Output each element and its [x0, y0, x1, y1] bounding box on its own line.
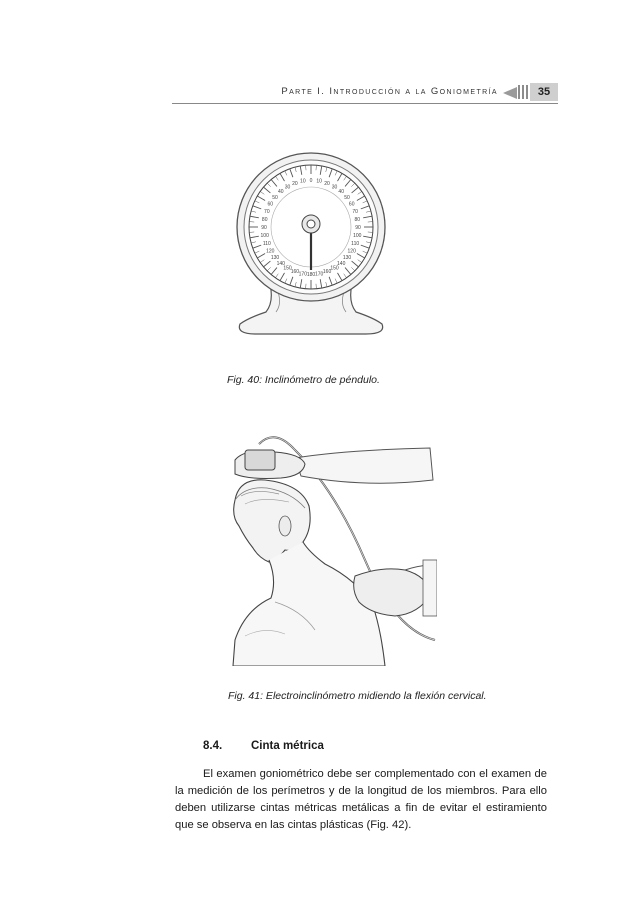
dial-tick-label: 160 [290, 269, 300, 276]
page-number: 35 [530, 83, 558, 101]
figure-41-caption: Fig. 41: Electroinclinómetro midiendo la flexión cervical. [228, 690, 487, 702]
dial-tick-label: 110 [351, 241, 360, 248]
pendulum-inclinometer-illustration [226, 152, 396, 337]
dial-tick-label: 0 [309, 178, 313, 184]
dial-tick-label: 60 [348, 201, 355, 208]
dial-tick-label: 160 [322, 269, 332, 276]
dial-tick-label: 50 [272, 194, 278, 201]
running-header [0, 82, 638, 104]
dial-tick-label: 80 [354, 216, 361, 223]
dial-tick-label: 120 [266, 248, 275, 255]
dial-tick-label: 150 [330, 265, 339, 272]
dial-tick-label: 20 [324, 180, 330, 187]
dial-tick-label: 30 [284, 184, 291, 191]
dial-tick-label: 40 [278, 188, 284, 195]
header-bars-ornament [518, 85, 530, 99]
dial-tick-label: 30 [331, 184, 338, 191]
dial-tick-label: 90 [261, 225, 267, 231]
dial-tick-label: 130 [270, 255, 280, 262]
dial-tick-label: 50 [344, 194, 350, 201]
dial-tick-label: 10 [316, 178, 322, 185]
dial-tick-label: 170 [298, 271, 308, 278]
dial-tick-label: 40 [338, 188, 344, 195]
dial-tick-label: 170 [314, 271, 324, 278]
dial-tick-label: 150 [283, 265, 292, 272]
header-rule [172, 103, 558, 104]
figure-pendulum-inclinometer [226, 152, 396, 337]
dial-tick-label: 110 [262, 241, 271, 248]
dial-tick-label: 140 [337, 261, 346, 268]
dial-tick-label: 90 [355, 225, 361, 231]
dial-tick-label: 80 [261, 216, 268, 223]
dial-tick-label: 20 [292, 180, 298, 187]
dial-tick-label: 100 [353, 233, 362, 240]
figure-electroinclinometer [205, 430, 437, 666]
body-paragraph: El examen goniométrico debe ser complementado con el examen de la medición de los perímetros y de la longitud de los miembros. Para ello deben utilizarse cintas métricas metálicas a fin de evitar el estiramiento que se observa en las cintas plásticas (Fig. 42). [175, 768, 547, 831]
dial-tick-label: 130 [342, 255, 352, 262]
dial-tick-label: 120 [347, 248, 356, 255]
dial-tick-label: 60 [267, 201, 274, 208]
header-arrow-icon [503, 87, 517, 99]
dial-tick-label: 70 [264, 208, 270, 215]
dial-tick-label: 10 [300, 178, 306, 185]
header-title: Parte I. Introducción a la Goniometría [281, 86, 498, 97]
section-title: Cinta métrica [251, 740, 324, 752]
dial-tick-label: 140 [276, 261, 285, 268]
dial-tick-label: 180 [306, 272, 316, 278]
section-number: 8.4. [203, 740, 223, 752]
cervical-flexion-illustration [205, 430, 437, 666]
dial-tick-label: 70 [352, 208, 358, 215]
figure-40-caption: Fig. 40: Inclinómetro de péndulo. [227, 374, 380, 386]
body-text [175, 766, 547, 834]
dial-tick-label: 100 [260, 233, 269, 240]
section-heading [203, 740, 324, 752]
